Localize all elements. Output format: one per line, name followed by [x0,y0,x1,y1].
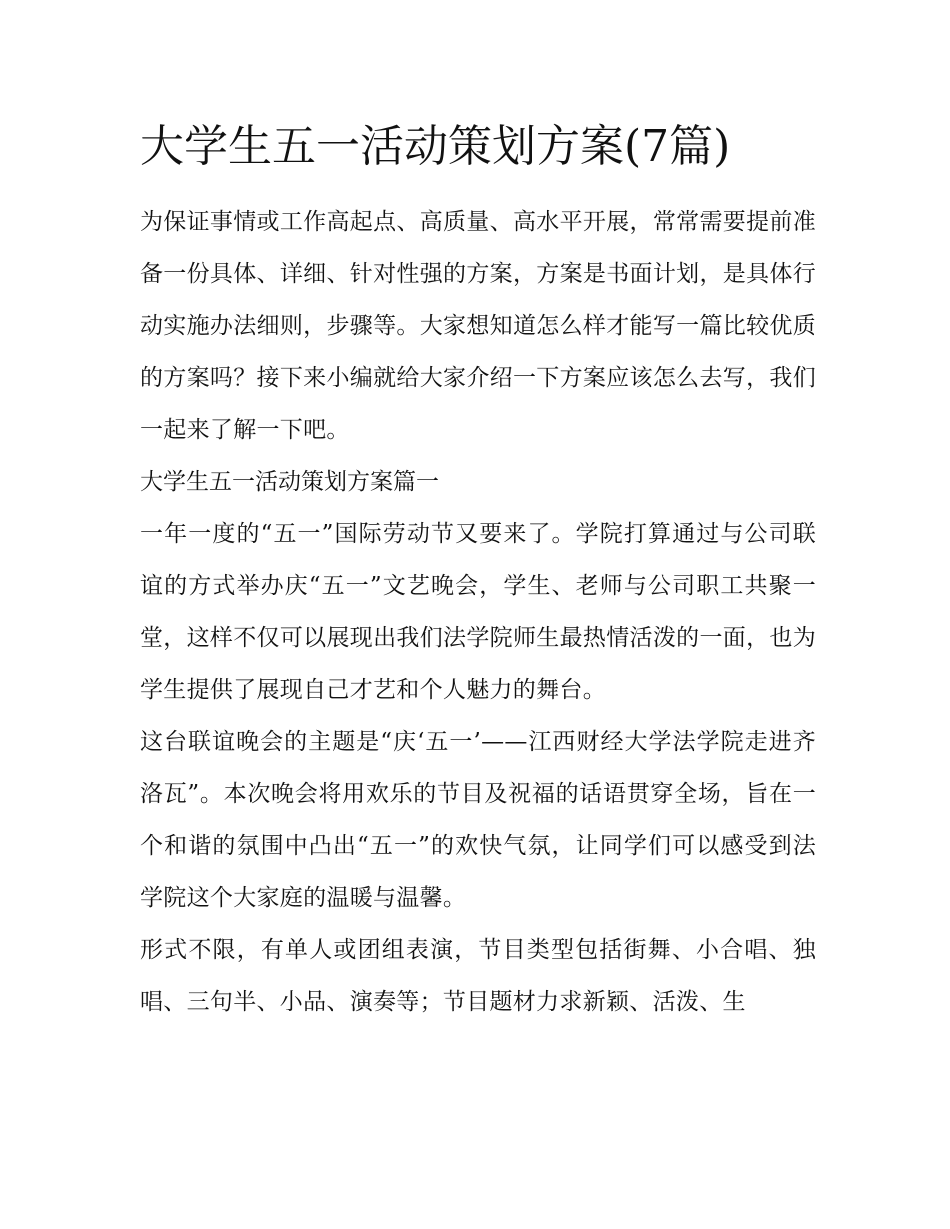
intro-paragraph: 为保证事情或工作高起点、高质量、高水平开展，常常需要提前准备一份具体、详细、针对性强的方案，方案是书面计划，是具体行动实施办法细则，步骤等。大家想知道怎么样才能写一篇比较优质的方案吗？接下来小编就给大家介绍一下方案应该怎么去写，我们一起来了解一下吧。 [140,209,816,443]
document-page [140,108,816,1028]
body-paragraph-2: 这台联谊晚会的主题是“庆‘五一’——江西财经大学法学院走进齐洛瓦”。本次晚会将用欢乐的节目及祝福的话语贯穿全场，旨在一个和谐的氛围中凸出“五一”的欢快气氛，让同学们可以感受到法学院这个大家庭的温暖与温馨。 [140,729,816,911]
body-paragraph-3: 形式不限，有单人或团组表演，节目类型包括街舞、小合唱、独唱、三句半、小品、演奏等；节目题材力求新颖、活泼、生 [140,937,816,1015]
section-heading: 大学生五一活动策划方案篇一 [140,469,439,495]
body-paragraph-1: 一年一度的“五一”国际劳动节又要来了。学院打算通过与公司联谊的方式举办庆“五一”文艺晚会，学生、老师与公司职工共聚一堂，这样不仅可以展现出我们法学院师生最热情活泼的一面，也为学生提供了展现自己才艺和个人魅力的舞台。 [140,521,816,703]
document-title: 大学生五一活动策划方案(7篇) [140,121,731,172]
